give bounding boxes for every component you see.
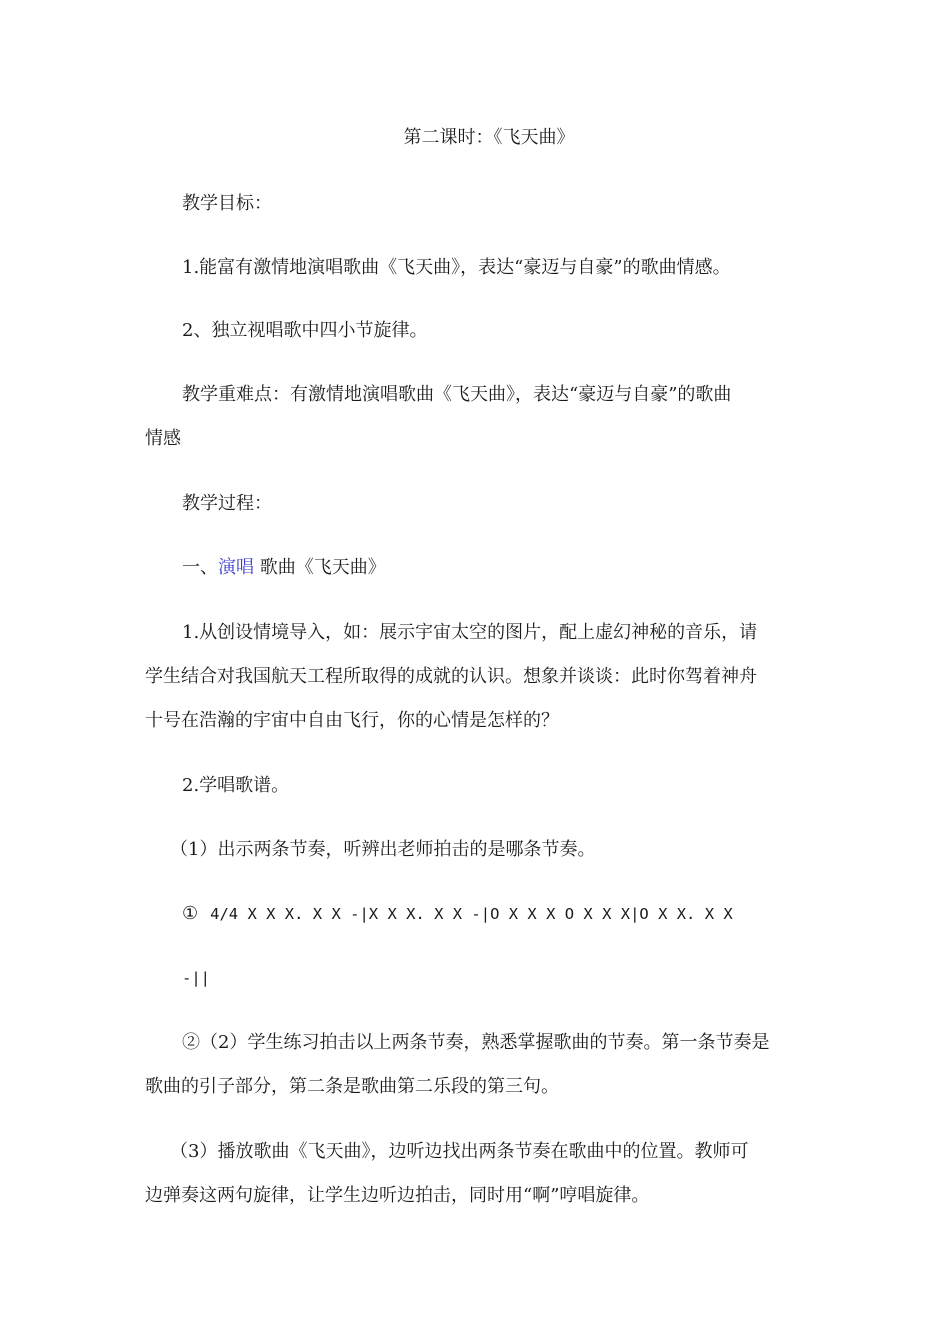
sub-step-3-line-1: （3）播放歌曲《飞天曲》，边听边找出两条节奏在歌曲中的位置。教师可 — [170, 1141, 749, 1162]
key-points-line-2: 情感 — [145, 428, 181, 449]
step-1-line-1: 1.从创设情境导入，如：展示宇宙太空的图片，配上虚幻神秘的音乐，请 — [182, 622, 758, 643]
rhythm-marker: ① — [182, 903, 199, 924]
rhythm-line-1 — [182, 902, 733, 926]
section-1-highlight-link[interactable]: 演唱 — [218, 557, 254, 578]
sub-step-2-line-1: ②（2）学生练习拍击以上两条节奏，熟悉掌握歌曲的节奏。第一条节奏是 — [182, 1032, 770, 1053]
section-1-prefix: 一、 — [182, 557, 218, 578]
sub-step-3-line-2: 边弹奏这两句旋律，让学生边听边拍击，同时用“啊”哼唱旋律。 — [145, 1185, 650, 1206]
sub-step-2-line-2: 歌曲的引子部分，第二条是歌曲第二乐段的第三句。 — [145, 1076, 559, 1097]
page-title: 第二课时：《飞天曲》 — [403, 127, 575, 148]
key-points-line-1: 教学重难点：有激情地演唱歌曲《飞天曲》，表达“豪迈与自豪”的歌曲 — [182, 384, 732, 405]
step-2: 2.学唱歌谱。 — [182, 775, 290, 796]
sub-step-1: （1）出示两条节奏，听辨出老师拍击的是哪条节奏。 — [170, 839, 596, 860]
objective-1: 1.能富有激情地演唱歌曲《飞天曲》，表达“豪迈与自豪”的歌曲情感。 — [182, 257, 731, 278]
process-heading: 教学过程： — [182, 493, 272, 514]
objectives-heading: 教学目标： — [182, 193, 272, 214]
section-1-rest: 歌曲《飞天曲》 — [254, 557, 386, 578]
objective-2: 2、独立视唱歌中四小节旋律。 — [182, 320, 428, 341]
section-1-heading — [182, 556, 386, 580]
rhythm-notation-1: 4/4 X X X. X X -|X X X. X X -|O X X X O X X X|O X X. X X — [210, 905, 733, 923]
rhythm-line-2: -|| — [182, 969, 210, 987]
step-1-line-3: 十号在浩瀚的宇宙中自由飞行，你的心情是怎样的？ — [145, 710, 559, 731]
step-1-line-2: 学生结合对我国航天工程所取得的成就的认识。想象并谈谈：此时你驾着神舟 — [145, 666, 757, 687]
